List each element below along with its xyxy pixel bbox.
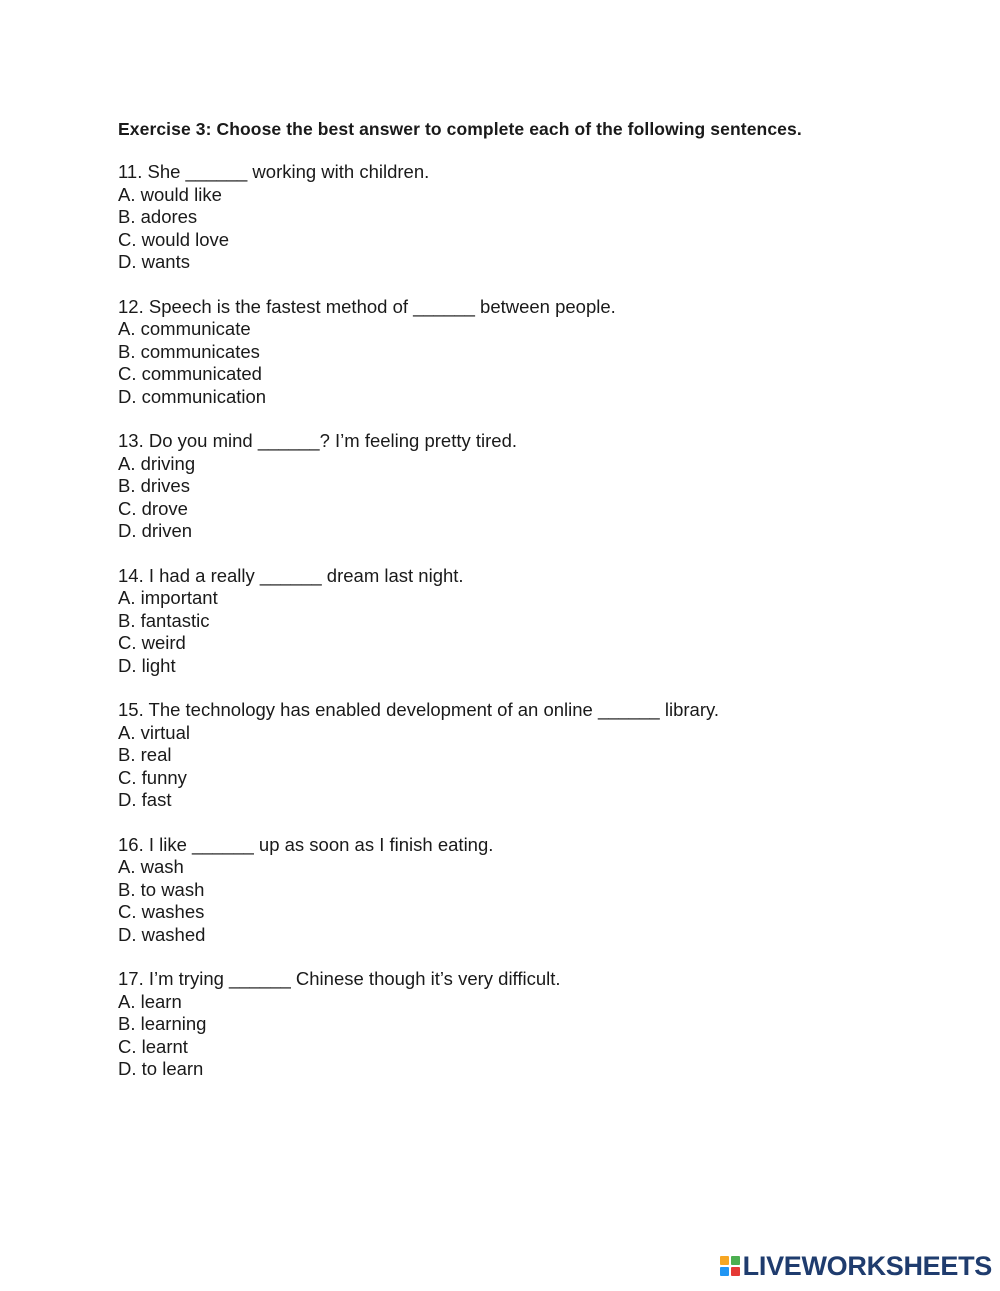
answer-option[interactable]: C. weird [118, 632, 186, 653]
answer-option[interactable]: D. to learn [118, 1058, 204, 1079]
answer-option[interactable]: A. virtual [118, 721, 190, 743]
answer-option[interactable]: D. washed [118, 923, 206, 945]
answer-option[interactable]: A. important [118, 587, 218, 608]
answer-option[interactable]: C. funny [118, 766, 187, 788]
answer-option[interactable]: A. would like [118, 183, 222, 205]
answer-option[interactable]: D. communication [118, 385, 267, 407]
answer-option[interactable]: B. communicates [118, 340, 260, 362]
exercise-heading: Exercise 3: Choose the best answer to complete each of the following sentences. [118, 119, 802, 139]
question-block [118, 565, 958, 678]
question-stem: 16. I like ______ up as soon as I finish eating. [118, 833, 494, 855]
question-stem: 11. She ______ working with children. [118, 161, 430, 182]
answer-option[interactable]: D. fast [118, 789, 172, 810]
answer-option[interactable]: C. learnt [118, 1035, 188, 1057]
liveworksheets-logo [720, 1252, 992, 1280]
answer-option[interactable]: B. adores [118, 206, 198, 227]
worksheet-page [118, 117, 958, 1103]
logo-square-e [731, 1267, 740, 1276]
question-block [118, 430, 958, 543]
answer-option[interactable]: C. drove [118, 497, 188, 519]
question-block [118, 834, 958, 947]
answer-option[interactable]: D. light [118, 654, 176, 676]
question-block [118, 296, 958, 409]
question-block [118, 699, 958, 812]
logo-square-i [731, 1256, 740, 1265]
question-list [118, 161, 958, 1081]
logo-square-l [720, 1256, 729, 1265]
answer-option[interactable]: B. real [118, 744, 172, 765]
answer-option[interactable]: B. learning [118, 1013, 207, 1034]
question-stem: 17. I’m trying ______ Chinese though it’s very difficult. [118, 968, 561, 989]
logo-square-v [720, 1267, 729, 1276]
answer-option[interactable]: C. would love [118, 228, 230, 250]
question-stem: 14. I had a really ______ dream last night. [118, 564, 464, 586]
question-block [118, 968, 958, 1081]
question-stem: 15. The technology has enabled development of an online ______ library. [118, 699, 719, 720]
answer-option[interactable]: D. wants [118, 251, 190, 272]
answer-option[interactable]: D. driven [118, 520, 193, 541]
answer-option[interactable]: B. drives [118, 475, 190, 496]
question-stem: 12. Speech is the fastest method of ______ between people. [118, 295, 616, 317]
question-block [118, 161, 958, 274]
answer-option[interactable]: B. fantastic [118, 609, 210, 631]
answer-option[interactable]: A. learn [118, 990, 182, 1012]
answer-option[interactable]: C. communicated [118, 363, 262, 384]
answer-option[interactable]: B. to wash [118, 878, 205, 900]
answer-option[interactable]: A. driving [118, 452, 196, 474]
answer-option[interactable]: C. washes [118, 901, 205, 922]
answer-option[interactable]: A. wash [118, 856, 184, 877]
logo-text: LIVEWORKSHEETS [742, 1250, 992, 1281]
question-stem: 13. Do you mind ______? I’m feeling pretty tired. [118, 430, 518, 451]
answer-option[interactable]: A. communicate [118, 318, 251, 339]
logo-mark-icon [720, 1256, 740, 1276]
